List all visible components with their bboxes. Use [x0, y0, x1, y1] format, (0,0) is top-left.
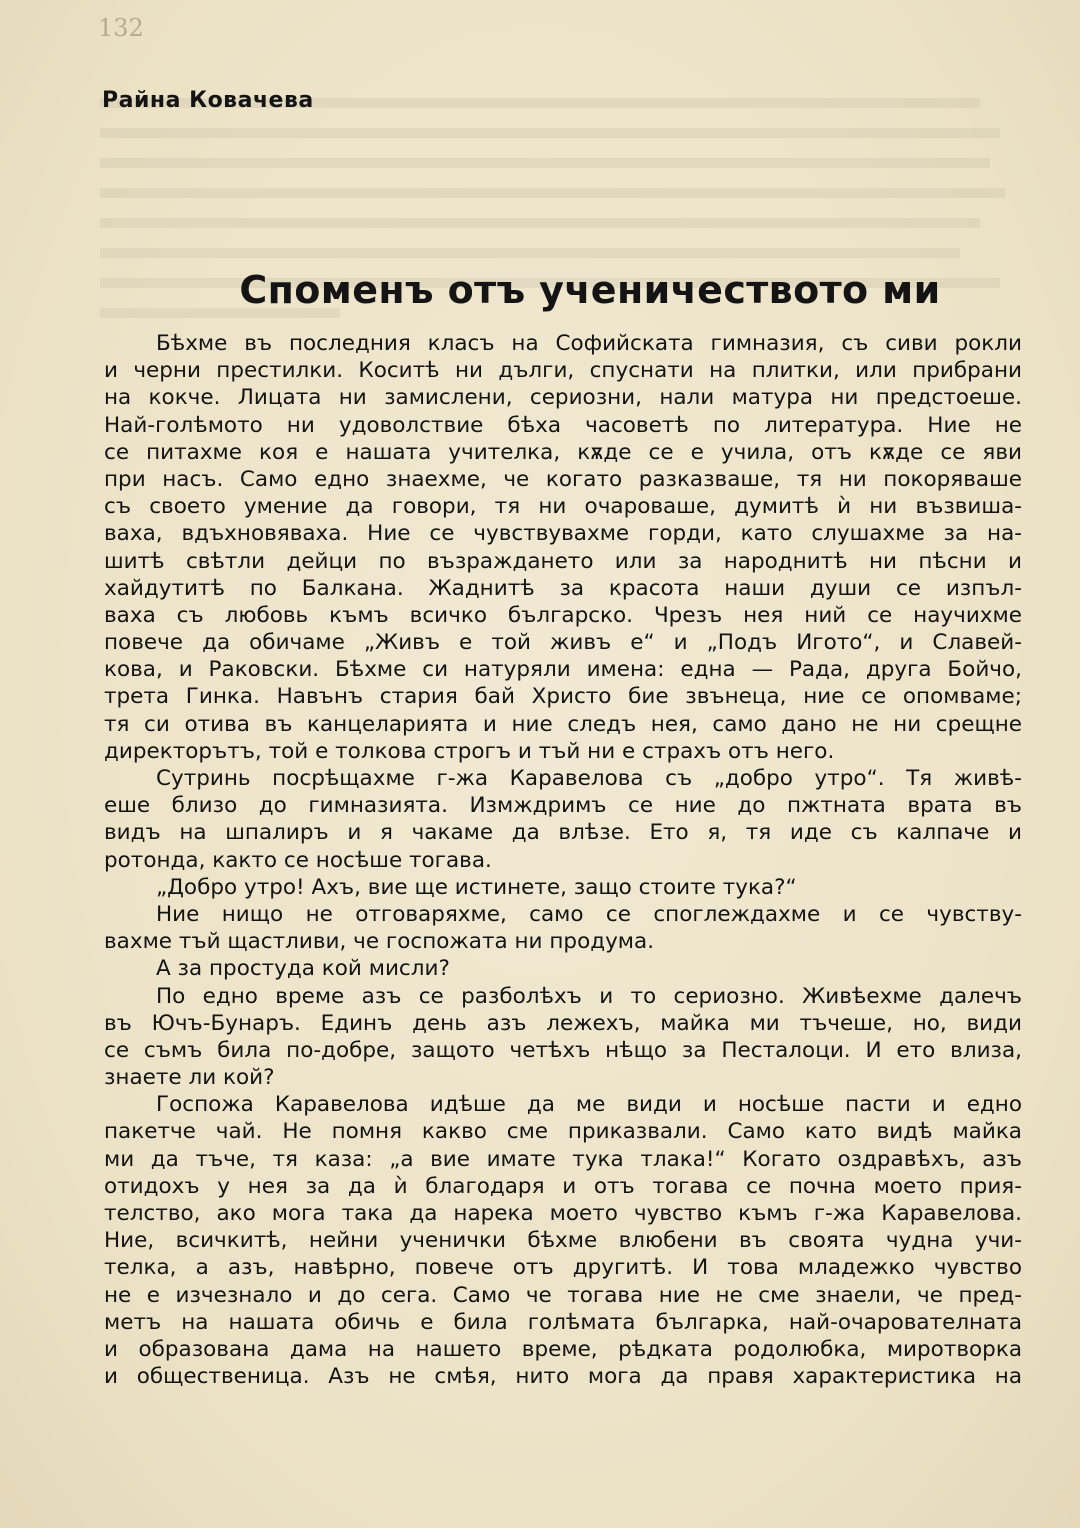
body-line: „Добро утро! Ахъ, вие ще истинете, защо стоите тука?“	[156, 874, 797, 900]
body-line: и черни престилки. Коситѣ ни дълги, спуснати на плитки, или прибрани	[104, 358, 1022, 384]
body-line: повече да обичаме „Живъ е той живъ е“ и „Подъ Игото“, и Славей-	[104, 630, 1022, 656]
body-line: знаете ли кой?	[104, 1065, 275, 1091]
body-line: трета Гинка. Навънъ стария бай Христо бие звънеца, ние се опомваме;	[104, 684, 1022, 710]
body-line: вахме тъй щастливи, че госпожата ни продума.	[104, 929, 655, 955]
body-line: Сутринь посрѣщахме г-жа Каравелова съ „добро утро“. Тя живѣ-	[156, 766, 1022, 791]
body-line: ваха, вдъхновяваха. Ние се чувствувахме горди, като слушахме за на-	[104, 521, 1022, 547]
body-line: тя си отива въ канцеларията и ние следъ нея, само дано не ни срещне	[104, 711, 1022, 737]
body-line: съ своето умение да говори, тя ни очароваше, думитѣ ѝ ни възвиша-	[104, 494, 1022, 520]
body-line: се съмъ била по-добре, защото четѣхъ нѣщо за Песталоци. И ето влиза,	[104, 1037, 1022, 1063]
body-line: Ние, всичкитѣ, нейни ученички бѣхме влюбени въ своята чудна учи-	[104, 1228, 1022, 1254]
body-line: А за простуда кой мисли?	[156, 956, 450, 982]
body-line: не е изчезнало и до сега. Само че тогава ние не сме знаели, че пред-	[104, 1282, 1022, 1308]
body-line: Госпожа Каравелова идѣше да ме види и носѣше пасти и едно	[156, 1092, 1022, 1118]
body-line: на кокче. Лицата ни замислени, сериозни, нали матура ни предстоеше.	[104, 385, 1022, 411]
article-body	[104, 330, 1022, 1390]
body-line: еше близо до гимназията. Измждримъ се ние до пжтната врата въ	[104, 793, 1022, 819]
body-line: ваха съ любовь къмъ всичко българско. Чрезъ нея ний се научихме	[104, 602, 1022, 628]
body-line: и образована дама на нашето време, рѣдката родолюбка, миротворка	[104, 1336, 1022, 1362]
body-line: отидохъ у нея за да ѝ благодаря и отъ тогава се почна моето прия-	[104, 1173, 1022, 1199]
body-line: пакетче чай. Не помня какво сме приказвали. Само като видѣ майка	[104, 1119, 1022, 1145]
body-line: Най-голѣмото ни удоволствие бѣха часоветѣ по литература. Ние не	[104, 412, 1022, 438]
body-line: Бѣхме въ последния класъ на Софийската гимназия, съ сиви рокли	[156, 331, 1022, 356]
body-line: телство, ако мога така да нарека моето чувство къмъ г-жа Каравелова.	[104, 1201, 1022, 1226]
body-line: въ Ючъ-Бунаръ. Единъ день азъ лежехъ, майка ми тъчеше, но, види	[104, 1010, 1022, 1036]
body-line: и общественица. Азъ не смѣя, нито мога да правя характеристика на	[104, 1364, 1022, 1390]
author-name: Райна Ковачева	[102, 88, 314, 113]
body-line: при насъ. Само едно знаехме, че когато разказваше, тя ни покоряваше	[104, 466, 1022, 492]
body-line: телка, а азъ, навѣрно, повече отъ другитѣ. И това младежко чувство	[104, 1255, 1022, 1281]
body-line: метъ на нашата обичь е била голѣмата българка, най-очарователната	[104, 1309, 1022, 1335]
body-line: кова, и Раковски. Бѣхме си натуряли имена: една — Рада, друга Бойчо,	[104, 657, 1022, 683]
body-line: ми да тъче, тя каза: „а вие имате тука тлака!“ Когато оздравѣхъ, азъ	[104, 1146, 1022, 1172]
body-line: видъ на шпалиръ и я чакаме да влѣзе. Ето я, тя иде съ калпаче и	[104, 820, 1022, 846]
body-line: се питахме коя е нашата учителка, кѫде се е учила, отъ кѫде се яви	[104, 439, 1022, 465]
body-line: ротонда, както се носѣше тогава.	[104, 847, 492, 873]
body-line: шитѣ свѣтли дейци по възраждането или за народнитѣ ни пѣсни и	[104, 548, 1022, 574]
article-title: Споменъ отъ ученичеството ми	[239, 268, 941, 312]
body-line: хайдутитѣ по Балкана. Жаднитѣ за красота наши души се изпъл-	[104, 575, 1022, 601]
body-line: Ние нищо не отговаряхме, само се споглеждахме и се чувству-	[156, 901, 1022, 927]
body-line: директорътъ, той е толкова строгъ и тъй ни е страхъ отъ него.	[104, 738, 835, 764]
page-number: 132	[98, 14, 144, 42]
body-line: По едно време азъ се разболѣхъ и то сериозно. Живѣехме далечъ	[156, 983, 1022, 1009]
